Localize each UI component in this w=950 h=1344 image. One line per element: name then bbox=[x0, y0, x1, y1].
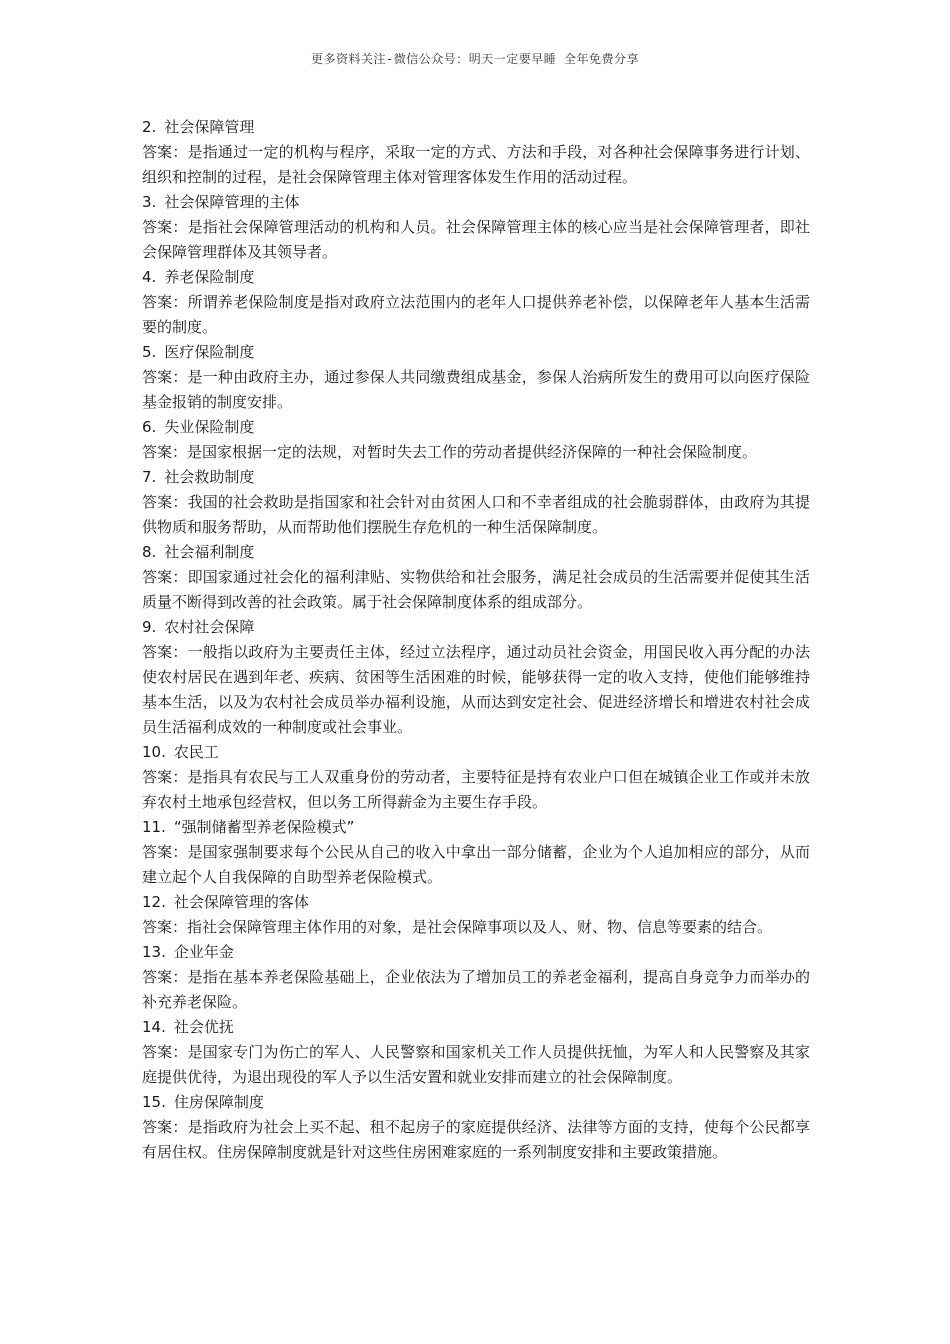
answer-text: 是国家强制要求每个公民从自己的收入中拿出一部分储蓄，企业为个人追加相应的部分，从而建立起个人自我保障的自助型养老保险模式。 bbox=[142, 843, 810, 886]
answer-text: 即国家通过社会化的福利津贴、实物供给和社会服务，满足社会成员的生活需要并促使其生活质量不断得到改善的社会政策。属于社会保障制度体系的组成部分。 bbox=[142, 568, 810, 611]
answer-text: 是指社会保障管理活动的机构和人员。社会保障管理主体的核心应当是社会保障管理者，即社会保障管理群体及其领导者。 bbox=[142, 218, 810, 261]
answer-prefix: 答案： bbox=[142, 568, 188, 586]
entry-term-text: “强制储蓄型养老保险模式” bbox=[173, 818, 355, 836]
entry-term-text: 住房保障制度 bbox=[173, 1093, 264, 1111]
entry-term-text: 企业年金 bbox=[173, 943, 234, 961]
glossary-entry bbox=[142, 890, 810, 940]
answer-text: 是指具有农民与工人双重身份的劳动者，主要特征是持有农业户口但在城镇企业工作或并未放弃农村土地承包经营权，但以务工所得薪金为主要生存手段。 bbox=[142, 768, 810, 811]
entry-number: 2. bbox=[142, 118, 157, 136]
entry-answer bbox=[142, 1115, 810, 1165]
entry-term bbox=[142, 540, 810, 565]
entry-answer bbox=[142, 965, 810, 1015]
entry-term-text: 医疗保险制度 bbox=[164, 343, 255, 361]
entry-term bbox=[142, 615, 810, 640]
answer-text: 所谓养老保险制度是指对政府立法范围内的老年人口提供养老补偿，以保障老年人基本生活需要的制度。 bbox=[142, 293, 810, 336]
entry-term-text: 失业保险制度 bbox=[164, 418, 255, 436]
entry-term bbox=[142, 115, 810, 140]
answer-prefix: 答案： bbox=[142, 493, 188, 511]
entry-number: 10. bbox=[142, 743, 166, 761]
entry-term-text: 社会优抚 bbox=[173, 1018, 234, 1036]
answer-prefix: 答案： bbox=[142, 293, 188, 311]
entry-number: 13. bbox=[142, 943, 166, 961]
answer-text: 指社会保障管理主体作用的对象，是社会保障事项以及人、财、物、信息等要素的结合。 bbox=[187, 918, 773, 936]
entry-term bbox=[142, 340, 810, 365]
entry-answer bbox=[142, 915, 810, 940]
answer-text: 是指通过一定的机构与程序，采取一定的方式、方法和手段，对各种社会保障事务进行计划、组织和控制的过程，是社会保障管理主体对管理客体发生作用的活动过程。 bbox=[142, 143, 810, 186]
glossary-entry bbox=[142, 615, 810, 740]
entry-number: 9. bbox=[142, 618, 157, 636]
entry-number: 15. bbox=[142, 1093, 166, 1111]
header-note: 更多资料关注-微信公众号：明天一定要早睡 全年免费分享 bbox=[311, 52, 639, 66]
answer-prefix: 答案： bbox=[142, 1043, 188, 1061]
entry-term bbox=[142, 890, 810, 915]
entry-answer bbox=[142, 140, 810, 190]
entry-number: 11. bbox=[142, 818, 166, 836]
glossary-entry bbox=[142, 265, 810, 340]
entry-answer bbox=[142, 840, 810, 890]
glossary-list bbox=[142, 115, 810, 1165]
answer-prefix: 答案： bbox=[142, 768, 188, 786]
glossary-entry bbox=[142, 1015, 810, 1090]
entry-term-text: 农民工 bbox=[173, 743, 219, 761]
answer-text: 是指政府为社会上买不起、租不起房子的家庭提供经济、法律等方面的支持，使每个公民都享有居住权。住房保障制度就是针对这些住房困难家庭的一系列制度安排和主要政策措施。 bbox=[142, 1118, 810, 1161]
answer-text: 一般指以政府为主要责任主体，经过立法程序，通过动员社会资金，用国民收入再分配的办法使农村居民在遇到年老、疾病、贫困等生活困难的时候，能够获得一定的收入支持，使他们能够维持基本生活，以及为农村社会成员举办福利设施，从而达到安定社会、促进经济增长和增进农村社会成员生活福利成效的一种制度或社会事业。 bbox=[142, 643, 810, 736]
glossary-entry bbox=[142, 740, 810, 815]
glossary-entry bbox=[142, 815, 810, 890]
entry-answer bbox=[142, 365, 810, 415]
entry-term bbox=[142, 1015, 810, 1040]
entry-number: 3. bbox=[142, 193, 157, 211]
entry-term bbox=[142, 815, 810, 840]
answer-prefix: 答案： bbox=[142, 843, 188, 861]
entry-term-text: 农村社会保障 bbox=[164, 618, 255, 636]
answer-prefix: 答案： bbox=[142, 918, 188, 936]
answer-prefix: 答案： bbox=[142, 368, 188, 386]
entry-number: 4. bbox=[142, 268, 157, 286]
entry-term bbox=[142, 415, 810, 440]
entry-number: 5. bbox=[142, 343, 157, 361]
entry-term-text: 社会救助制度 bbox=[164, 468, 255, 486]
glossary-entry bbox=[142, 415, 810, 465]
entry-answer bbox=[142, 490, 810, 540]
answer-text: 是国家根据一定的法规，对暂时失去工作的劳动者提供经济保障的一种社会保险制度。 bbox=[187, 443, 758, 461]
answer-text: 是国家专门为伤亡的军人、人民警察和国家机关工作人员提供抚恤，为军人和人民警察及其家庭提供优待，为退出现役的军人予以生活安置和就业安排而建立的社会保障制度。 bbox=[142, 1043, 810, 1086]
glossary-entry bbox=[142, 1090, 810, 1165]
answer-text: 是一种由政府主办，通过参保人共同缴费组成基金，参保人治病所发生的费用可以向医疗保险基金报销的制度安排。 bbox=[142, 368, 810, 411]
answer-prefix: 答案： bbox=[142, 143, 188, 161]
glossary-entry bbox=[142, 540, 810, 615]
entry-term-text: 社会保障管理 bbox=[164, 118, 255, 136]
entry-answer bbox=[142, 1040, 810, 1090]
entry-number: 8. bbox=[142, 543, 157, 561]
answer-prefix: 答案： bbox=[142, 968, 188, 986]
glossary-entry bbox=[142, 940, 810, 1015]
answer-text: 是指在基本养老保险基础上，企业依法为了增加员工的养老金福利，提高自身竞争力而举办的补充养老保险。 bbox=[142, 968, 810, 1011]
entry-answer bbox=[142, 565, 810, 615]
entry-term-text: 社会保障管理的客体 bbox=[173, 893, 309, 911]
glossary-entry bbox=[142, 465, 810, 540]
entry-number: 12. bbox=[142, 893, 166, 911]
entry-answer bbox=[142, 765, 810, 815]
entry-answer bbox=[142, 215, 810, 265]
glossary-entry bbox=[142, 190, 810, 265]
entry-term bbox=[142, 740, 810, 765]
entry-term-text: 社会保障管理的主体 bbox=[164, 193, 300, 211]
entry-answer bbox=[142, 290, 810, 340]
answer-text: 我国的社会救助是指国家和社会针对由贫困人口和不幸者组成的社会脆弱群体，由政府为其提供物质和服务帮助，从而帮助他们摆脱生存危机的一种生活保障制度。 bbox=[142, 493, 810, 536]
entry-number: 7. bbox=[142, 468, 157, 486]
entry-term bbox=[142, 940, 810, 965]
entry-answer bbox=[142, 640, 810, 740]
answer-prefix: 答案： bbox=[142, 218, 188, 236]
entry-term bbox=[142, 465, 810, 490]
answer-prefix: 答案： bbox=[142, 643, 188, 661]
entry-number: 14. bbox=[142, 1018, 166, 1036]
entry-number: 6. bbox=[142, 418, 157, 436]
answer-prefix: 答案： bbox=[142, 1118, 188, 1136]
entry-term-text: 社会福利制度 bbox=[164, 543, 255, 561]
entry-term bbox=[142, 190, 810, 215]
entry-answer bbox=[142, 440, 810, 465]
entry-term bbox=[142, 265, 810, 290]
answer-prefix: 答案： bbox=[142, 443, 188, 461]
glossary-entry bbox=[142, 340, 810, 415]
entry-term bbox=[142, 1090, 810, 1115]
glossary-entry bbox=[142, 115, 810, 190]
entry-term-text: 养老保险制度 bbox=[164, 268, 255, 286]
